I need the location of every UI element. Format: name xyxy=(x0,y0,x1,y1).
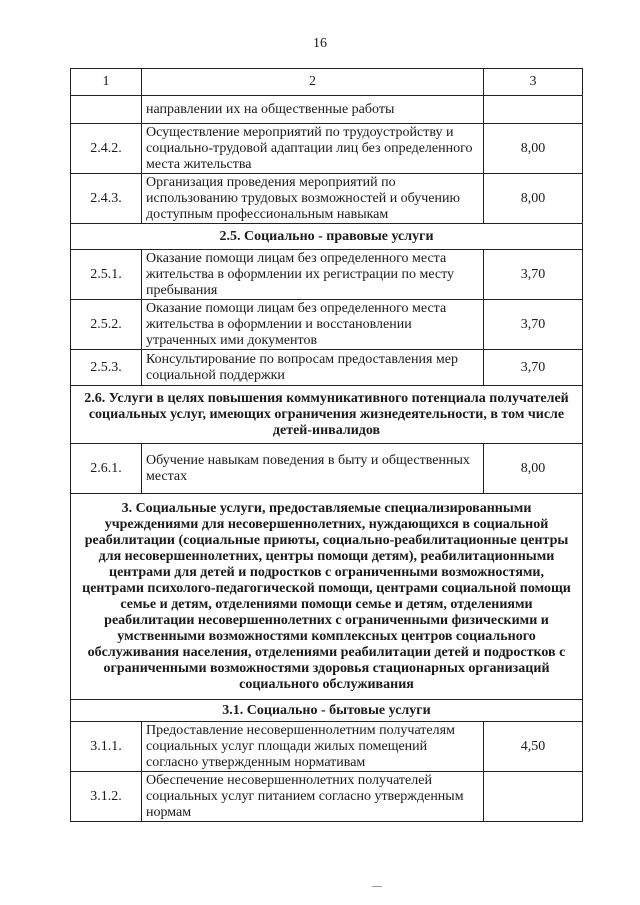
section-heading: 3. Социальные услуги, предоставляемые специализированными учреждениями для несовершеннолетних, нуждающихся в социальной реабилитации (социальные приюты, социально-реабилитационные центры для несовершеннолетних, центры помощи детям), реабилитационными центрами для детей и подростков с ограниченными возможностями, центрами психолого-педагогической помощи, центрами социальной помощи семье и детям, отделениями помощи семье и детям, отделениями реабилитации несовершеннолетних с ограниченными физическими и умственными возможностями комплексных центров социального обслуживания населения, отделениями реабилитации детей и подростков с ограниченными возможностями здоровья стационарных организаций социального обслуживания xyxy=(71,494,583,700)
header-col-3: 3 xyxy=(484,69,583,96)
row-description: Оказание помощи лицам без определенного места жительства в оформлении и восстановлении утраченных ими документов xyxy=(142,300,484,350)
row-number: 2.5.2. xyxy=(71,300,142,350)
row-number: 2.6.1. xyxy=(71,444,142,494)
row-number: 2.4.2. xyxy=(71,124,142,174)
row-number: 3.1.2. xyxy=(71,772,142,822)
table-row xyxy=(71,444,583,494)
row-value xyxy=(484,772,583,822)
row-number: 2.5.1. xyxy=(71,250,142,300)
header-col-1: 1 xyxy=(71,69,142,96)
row-value: 8,00 xyxy=(484,124,583,174)
row-number: 2.4.3. xyxy=(71,174,142,224)
table-row xyxy=(71,174,583,224)
section-heading: 2.6. Услуги в целях повышения коммуникативного потенциала получателей социальных услуг, имеющих ограничения жизнедеятельности, в том числе детей-инвалидов xyxy=(71,386,583,444)
table-row xyxy=(71,96,583,124)
row-value: 8,00 xyxy=(484,174,583,224)
row-value xyxy=(484,96,583,124)
row-number: 2.5.3. xyxy=(71,350,142,386)
page-number: 16 xyxy=(313,36,327,51)
section-heading-row xyxy=(71,700,583,722)
row-value: 3,70 xyxy=(484,350,583,386)
row-description: Предоставление несовершеннолетним получателям социальных услуг площади жилых помещений согласно утвержденным нормативам xyxy=(142,722,484,772)
table-row xyxy=(71,124,583,174)
row-description: Осуществление мероприятий по трудоустройству и социально-трудовой адаптации лиц без определенного места жительства xyxy=(142,124,484,174)
row-description: Обучение навыкам поведения в быту и общественных местах xyxy=(142,444,484,494)
row-description: Оказание помощи лицам без определенного места жительства в оформлении их регистрации по месту пребывания xyxy=(142,250,484,300)
row-description: направлении их на общественные работы xyxy=(142,96,484,124)
section-heading: 3.1. Социально - бытовые услуги xyxy=(71,700,583,722)
row-description: Консультирование по вопросам предоставления мер социальной поддержки xyxy=(142,350,484,386)
table-row xyxy=(71,350,583,386)
row-value: 4,50 xyxy=(484,722,583,772)
table-row xyxy=(71,300,583,350)
row-description: Организация проведения мероприятий по использованию трудовых возможностей и обучению доступным профессиональным навыкам xyxy=(142,174,484,224)
row-description: Обеспечение несовершеннолетних получателей социальных услуг питанием согласно утвержденным нормам xyxy=(142,772,484,822)
section-heading-row xyxy=(71,494,583,700)
table-row xyxy=(71,722,583,772)
scan-mark xyxy=(372,886,382,887)
row-number: 3.1.1. xyxy=(71,722,142,772)
row-number xyxy=(71,96,142,124)
row-value: 3,70 xyxy=(484,250,583,300)
table-row xyxy=(71,250,583,300)
header-col-2: 2 xyxy=(142,69,484,96)
section-heading-row xyxy=(71,224,583,250)
table-row xyxy=(71,772,583,822)
table-header-row xyxy=(71,69,583,96)
section-heading-row xyxy=(71,386,583,444)
section-heading: 2.5. Социально - правовые услуги xyxy=(71,224,583,250)
services-table xyxy=(70,68,583,822)
row-value: 3,70 xyxy=(484,300,583,350)
row-value: 8,00 xyxy=(484,444,583,494)
